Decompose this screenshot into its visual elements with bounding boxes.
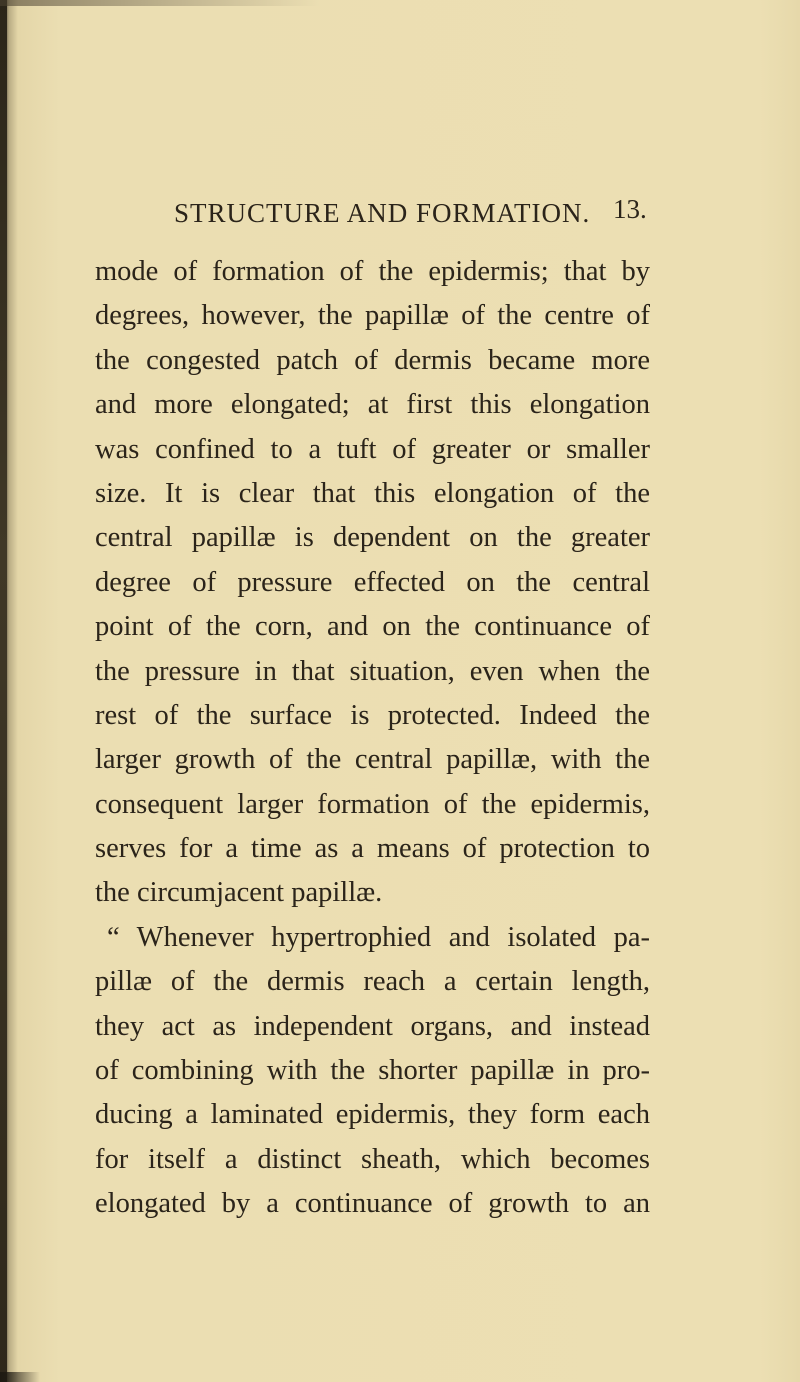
text-line: degrees, however, the papillæ of the centre of bbox=[95, 300, 650, 332]
text-line: degree of pressure effected on the central bbox=[95, 566, 650, 598]
text-line: elongated by a continuance of growth to an bbox=[95, 1188, 650, 1220]
text-line: pillæ of the dermis reach a certain length, bbox=[95, 966, 650, 998]
text-line: rest of the surface is protected. Indeed the bbox=[95, 699, 650, 731]
paragraph-end-line: the circumjacent papillæ. bbox=[95, 877, 383, 909]
running-head: STRUCTURE AND FORMATION. bbox=[174, 198, 591, 228]
text-line: mode of formation of the epidermis; that by bbox=[95, 256, 650, 287]
text-line: serves for a time as a means of protection to bbox=[95, 833, 650, 865]
text-line: was confined to a tuft of greater or smaller bbox=[95, 433, 650, 465]
text-line: the congested patch of dermis became more bbox=[95, 344, 650, 376]
page-number: 13. bbox=[613, 194, 647, 224]
page-bottom-shadow bbox=[0, 1372, 40, 1382]
text-line: for itself a distinct sheath, which becomes bbox=[95, 1143, 650, 1175]
body-text bbox=[95, 250, 650, 1227]
text-line: larger growth of the central papillæ, with the bbox=[95, 744, 650, 776]
page-gutter-edge bbox=[0, 0, 7, 1382]
quote-start-line: “ Whenever hypertrophied and isolated pa- bbox=[107, 921, 650, 953]
text-line: central papillæ is dependent on the greater bbox=[95, 522, 650, 554]
text-line: the pressure in that situation, even when the bbox=[95, 655, 650, 687]
text-line: and more elongated; at first this elongation bbox=[95, 389, 650, 421]
text-line: consequent larger formation of the epidermis, bbox=[95, 788, 650, 820]
page-top-shadow bbox=[0, 0, 320, 6]
text-line: point of the corn, and on the continuance of bbox=[95, 611, 650, 643]
text-line: of combining with the shorter papillæ in pro- bbox=[95, 1055, 650, 1087]
text-line: they act as independent organs, and instead bbox=[95, 1010, 650, 1042]
text-line: size. It is clear that this elongation of the bbox=[95, 477, 650, 509]
text-line: ducing a laminated epidermis, they form each bbox=[95, 1099, 650, 1131]
